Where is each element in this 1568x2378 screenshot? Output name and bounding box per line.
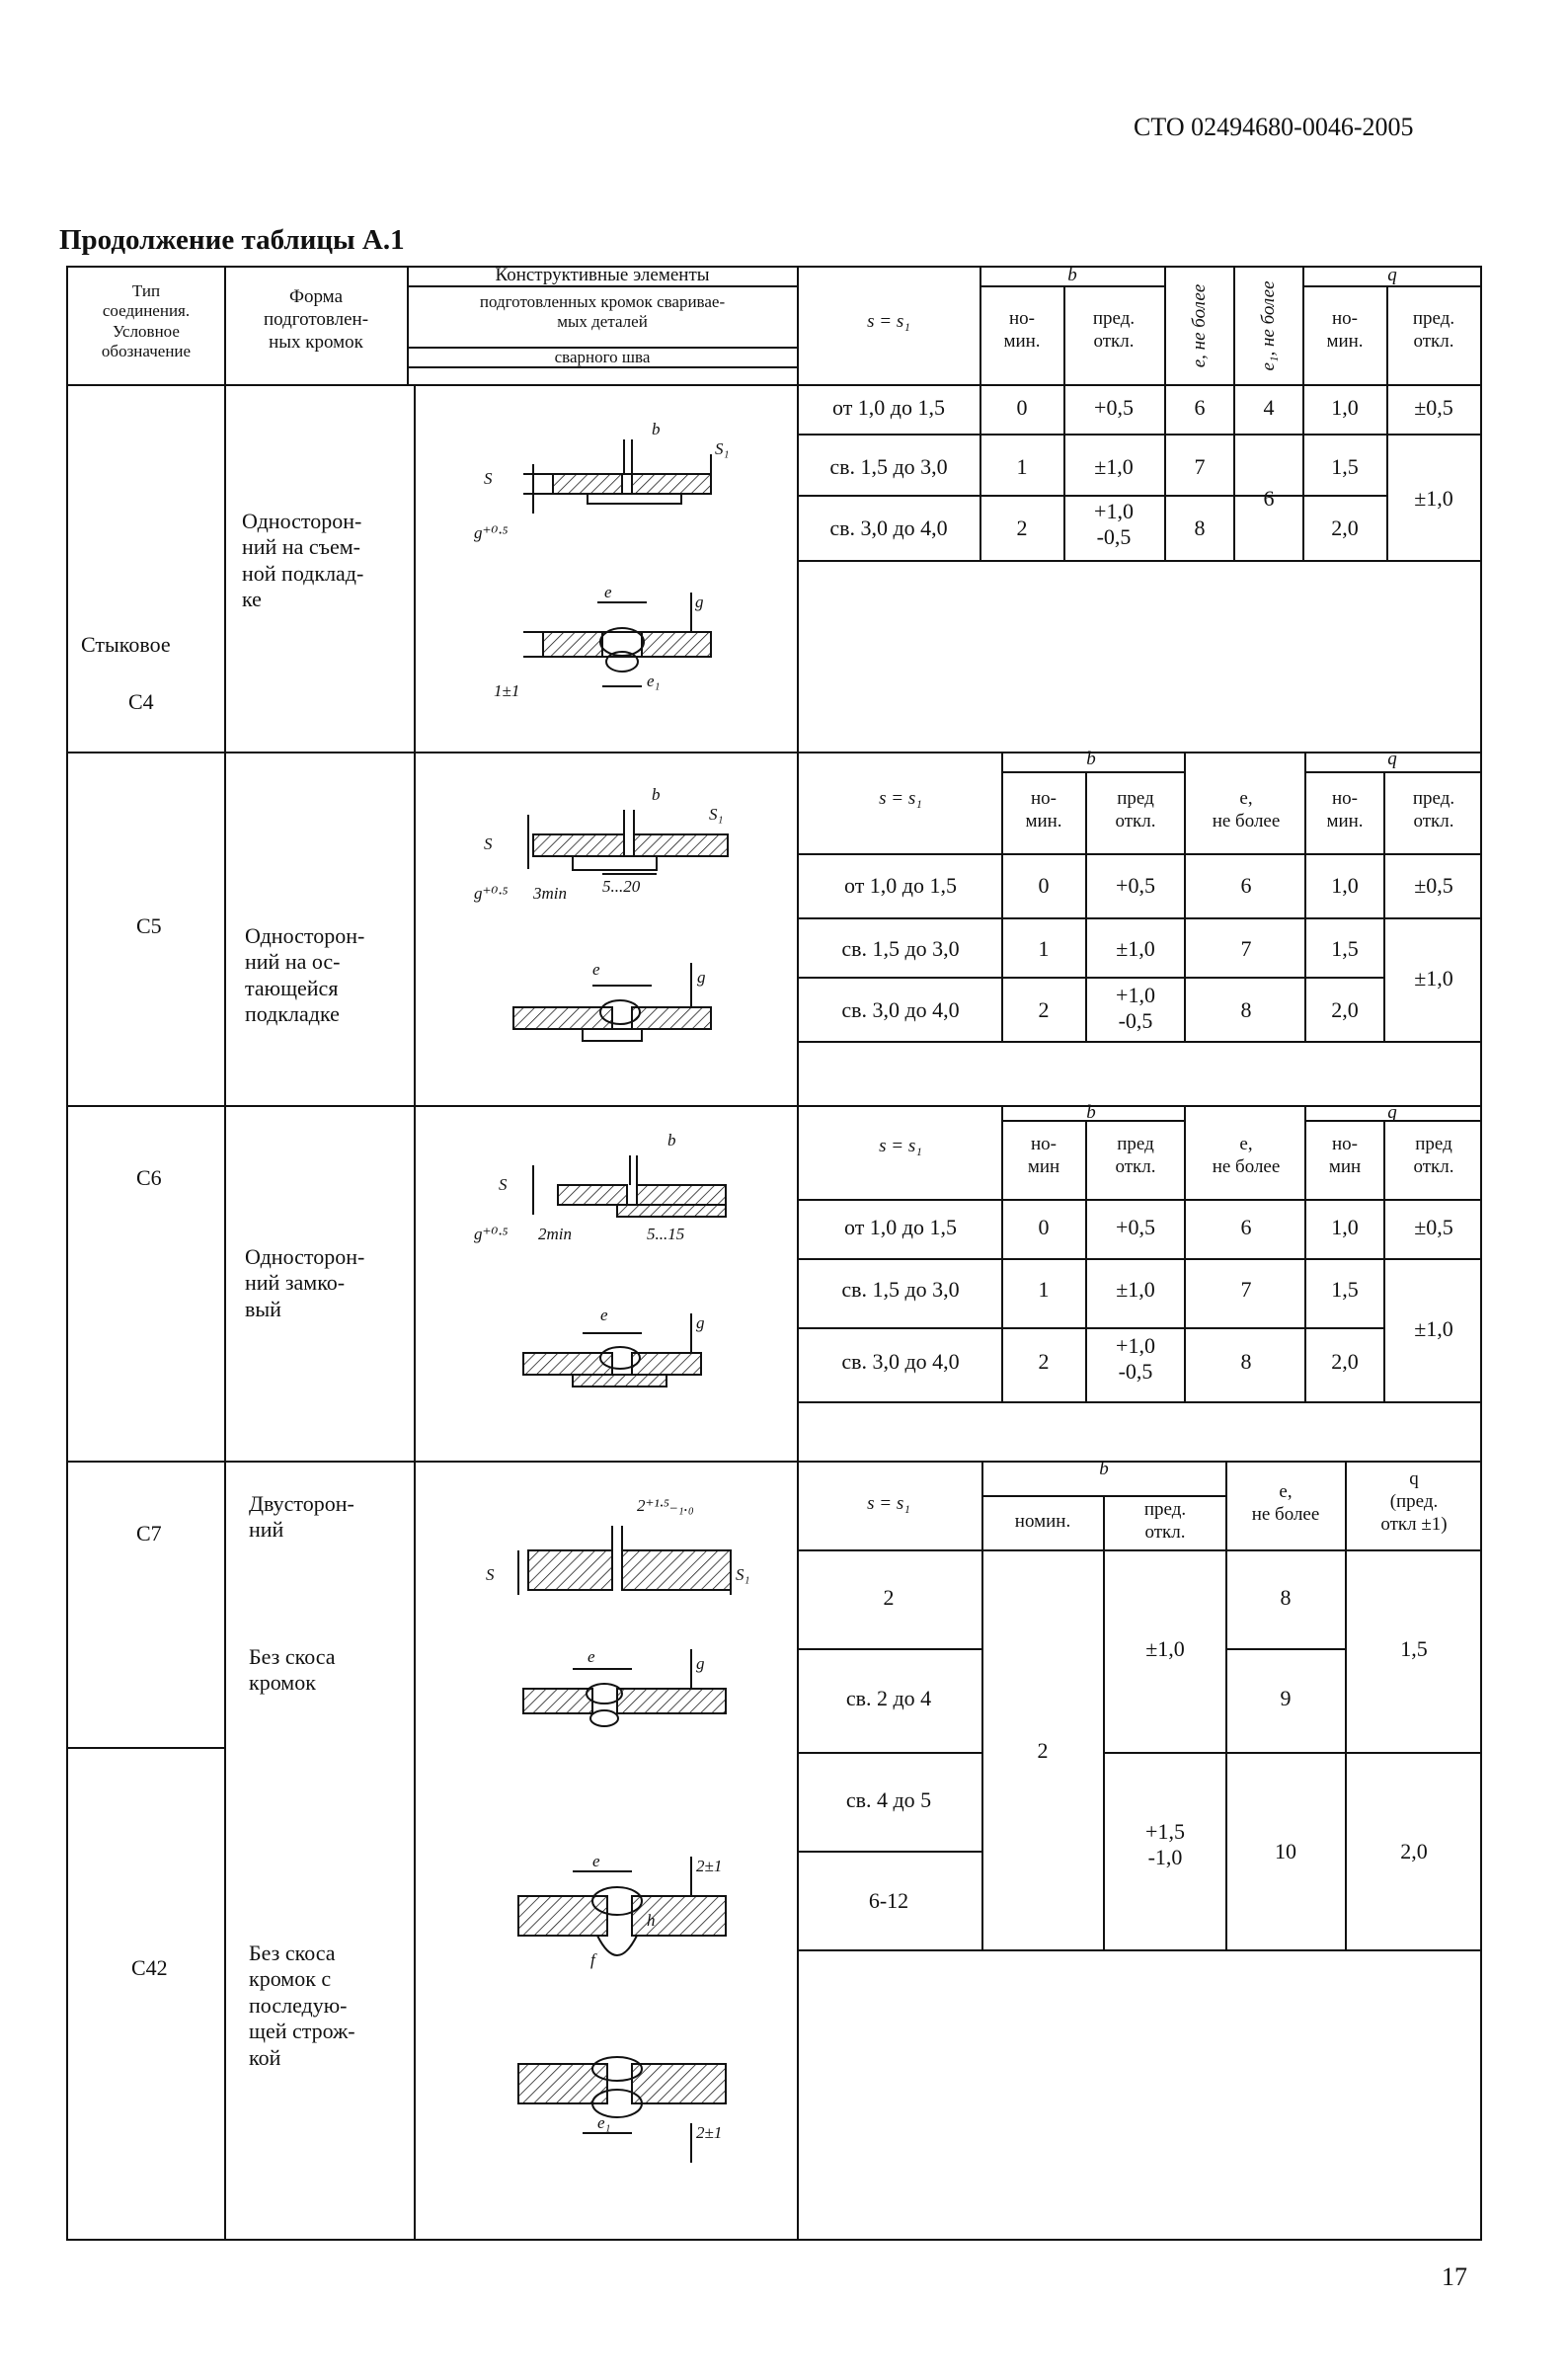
c4-row3-e: 8	[1194, 515, 1206, 540]
table-caption: Продолжение таблицы А.1	[59, 224, 405, 256]
header-e1: е₁, не более	[1258, 280, 1279, 371]
c7-e-2: 9	[1280, 1686, 1292, 1710]
c42-label-f: f	[590, 1950, 595, 1969]
c4-row1-e1: 4	[1263, 395, 1275, 420]
c6-label-b: b	[667, 1131, 676, 1149]
c4-q-tol-merged: ±1,0	[1414, 486, 1453, 511]
c6-row2-b-tol: ±1,0	[1116, 1277, 1155, 1302]
c4-row3-q-nom: 2,0	[1331, 515, 1359, 540]
c4-row2-b-tol: ±1,0	[1094, 454, 1134, 479]
c4-row2-e: 7	[1194, 454, 1206, 479]
c6-header-b: b	[1086, 1102, 1096, 1123]
c4-row2-s: св. 1,5 до 3,0	[829, 454, 948, 479]
c6-row2-s: св. 1,5 до 3,0	[841, 1277, 960, 1302]
c5-row3-e: 8	[1240, 997, 1252, 1022]
c42-label-h: h	[647, 1911, 656, 1930]
c6-label-twomin: 2min	[538, 1225, 572, 1243]
c6-row3-b-tol: +1,0 -0,5	[1116, 1333, 1155, 1385]
c5-row1-q-nom: 1,0	[1331, 873, 1359, 898]
c4-row2-b-nom: 1	[1016, 454, 1028, 479]
c5-row1-b-nom: 0	[1038, 873, 1050, 898]
drawing-c6	[523, 1155, 726, 1387]
c7-s-row4: 6-12	[868, 1888, 909, 1913]
c6-label-g: g	[696, 1313, 705, 1332]
c7-header-b-tol: пред. откл.	[1143, 1499, 1187, 1543]
c5-row3-b-nom: 2	[1038, 997, 1050, 1022]
c6-row1-b-nom: 0	[1038, 1215, 1050, 1239]
c6-row1-s: от 1,0 до 1,5	[843, 1215, 958, 1239]
header-b-tol: пред. откл.	[1092, 308, 1136, 352]
c7-label-g: g	[696, 1654, 705, 1673]
c5-row2-s: св. 1,5 до 3,0	[841, 936, 960, 961]
c5-row3-s: св. 3,0 до 4,0	[841, 997, 960, 1022]
document-code: СТО 02494680-0046-2005	[1134, 113, 1414, 141]
c4-row2-q-nom: 1,5	[1331, 454, 1359, 479]
c6-label-e: e	[600, 1306, 608, 1324]
header-elements-title: Конструктивные элементы	[495, 265, 710, 285]
header-elements-weld: сварного шва	[554, 348, 651, 366]
header-q-nom: но- мин.	[1326, 308, 1364, 352]
header-type: Тип соединения. Условное обозначение	[101, 281, 192, 361]
c6-header-s: s = s₁	[879, 1136, 922, 1156]
header-s: s = s₁	[867, 311, 910, 332]
c4-label-b: b	[652, 420, 661, 438]
c5-row3-q-nom: 2,0	[1331, 997, 1359, 1022]
c4-code: C4	[128, 689, 154, 714]
c5-row2-q-nom: 1,5	[1331, 936, 1359, 961]
c7-b-tol-2: +1,5 -1,0	[1145, 1819, 1185, 1870]
c4-row1-e: 6	[1194, 395, 1206, 420]
c5-row2-e: 7	[1240, 936, 1252, 961]
c5-label-b: b	[652, 785, 661, 804]
c7-q-2: 2,0	[1400, 1839, 1428, 1863]
c4-label-s1: S₁	[715, 439, 730, 458]
header-shape: Форма подготовлен- ных кромок	[263, 286, 369, 353]
c7-shape-b: Без скоса кромок	[249, 1644, 336, 1696]
c5-code: C5	[136, 913, 162, 938]
c6-label-s: S	[499, 1175, 508, 1194]
c7-header-b: b	[1099, 1459, 1109, 1479]
c5-header-q: q	[1387, 749, 1397, 769]
c7-header-s: s = s₁	[867, 1493, 910, 1514]
c5-label-g05: g⁺⁰·⁵	[474, 884, 509, 903]
header-q: q	[1387, 265, 1397, 285]
c7-header-b-nom: номин.	[1014, 1511, 1071, 1532]
c5-header-e: е, не более	[1212, 788, 1281, 832]
c7-b-nom: 2	[1037, 1738, 1049, 1763]
c7-label-e: e	[588, 1647, 595, 1666]
c7-header-e: е, не более	[1251, 1481, 1320, 1525]
c4-row1-s: от 1,0 до 1,5	[831, 395, 946, 420]
c42-label-e: e	[592, 1852, 600, 1870]
c5-header-q-nom: но- мин.	[1326, 788, 1364, 832]
c6-header-q-nom: но- мин	[1328, 1134, 1362, 1177]
c4-row1-b-tol: +0,5	[1094, 395, 1134, 420]
c6-row3-q-nom: 2,0	[1331, 1349, 1359, 1374]
c6-header-q: q	[1387, 1102, 1397, 1123]
c5-row1-b-tol: +0,5	[1116, 873, 1155, 898]
c5-header-b-nom: но- мин.	[1025, 788, 1062, 832]
c4-row3-b-tol: +1,0 -0,5	[1094, 499, 1134, 550]
c42-code: C42	[131, 1955, 168, 1980]
c7-label-gap: 2⁺¹·⁵₋₁.₀	[637, 1496, 694, 1515]
c5-row1-e: 6	[1240, 873, 1252, 898]
c6-header-e: е, не более	[1212, 1134, 1281, 1177]
c6-row2-b-nom: 1	[1038, 1277, 1050, 1302]
drawing-c5	[513, 810, 728, 1041]
c4-type: Стыковое	[81, 632, 171, 657]
header-b: b	[1067, 265, 1077, 285]
c4-shape: Односторон- ний на съем- ной подклад- ке	[242, 509, 364, 612]
c4-row1-q-nom: 1,0	[1331, 395, 1359, 420]
drawing-c4	[523, 439, 711, 686]
c6-q-tol-merged: ±1,0	[1414, 1316, 1453, 1341]
c6-header-q-tol: пред откл.	[1413, 1134, 1454, 1177]
c5-label-s1: S₁	[709, 805, 724, 824]
c6-row1-e: 6	[1240, 1215, 1252, 1239]
c5-row3-b-tol: +1,0 -0,5	[1116, 983, 1155, 1034]
c6-label-five-fifteen: 5...15	[647, 1225, 685, 1243]
c5-label-five-twenty: 5...20	[602, 877, 641, 896]
c6-shape: Односторон- ний замко- вый	[245, 1244, 365, 1321]
c42-label-two-one-b: 2±1	[696, 2123, 723, 2142]
c4-label-e: e	[604, 583, 612, 601]
c7-e-3: 10	[1275, 1839, 1296, 1863]
c6-code: C6	[136, 1165, 162, 1190]
c7-s-row2: св. 2 до 4	[845, 1686, 932, 1710]
c5-label-e: e	[592, 960, 600, 979]
c4-label-g05: g⁺⁰·⁵	[474, 523, 509, 542]
c6-row3-b-nom: 2	[1038, 1349, 1050, 1374]
c5-row1-s: от 1,0 до 1,5	[843, 873, 958, 898]
c5-label-s: S	[484, 834, 493, 853]
c5-header-s: s = s₁	[879, 788, 922, 809]
c6-label-g05: g⁺⁰·⁵	[474, 1225, 509, 1243]
c42-label-e1: e₁	[597, 2113, 611, 2132]
c5-row2-b-nom: 1	[1038, 936, 1050, 961]
c4-row1-q-tol: ±0,5	[1414, 395, 1453, 420]
c6-header-b-tol: пред откл.	[1115, 1134, 1156, 1177]
c6-row2-e: 7	[1240, 1277, 1252, 1302]
header-elements-prepared: подготовленных кромок сваривае- мых деталей	[479, 292, 726, 332]
c4-row1-b-nom: 0	[1016, 395, 1028, 420]
c4-label-oneone: 1±1	[494, 681, 520, 700]
c4-row3-s: св. 3,0 до 4,0	[829, 515, 948, 540]
c4-label-g: g	[695, 593, 704, 611]
c6-row2-q-nom: 1,5	[1331, 1277, 1359, 1302]
c42-label-two-one: 2±1	[696, 1857, 723, 1875]
c7-q-1: 1,5	[1400, 1636, 1428, 1661]
c6-row1-q-nom: 1,0	[1331, 1215, 1359, 1239]
c5-row2-b-tol: ±1,0	[1116, 936, 1155, 961]
c5-label-g: g	[697, 968, 706, 987]
c5-label-threemin: 3min	[533, 884, 567, 903]
c7-label-s1: S₁	[736, 1565, 750, 1584]
header-e: е, не более	[1189, 283, 1210, 368]
c7-header-q: q (пред. откл ±1)	[1380, 1468, 1448, 1535]
c4-label-e1: e₁	[647, 672, 661, 690]
page-number: 17	[1442, 2262, 1467, 2291]
c7-b-tol-1: ±1,0	[1145, 1636, 1185, 1661]
c7-e-1: 8	[1280, 1585, 1292, 1610]
c5-row1-q-tol: ±0,5	[1414, 873, 1453, 898]
c6-header-b-nom: но- мин	[1027, 1134, 1060, 1177]
c5-shape: Односторон- ний на ос- тающейся подкладке	[245, 923, 365, 1027]
c4-label-s: S	[484, 469, 493, 488]
header-q-tol: пред. откл.	[1412, 308, 1455, 352]
c5-header-b: b	[1086, 749, 1096, 769]
c4-row3-b-nom: 2	[1016, 515, 1028, 540]
c6-row1-b-tol: +0,5	[1116, 1215, 1155, 1239]
c7-s-row3: св. 4 до 5	[845, 1787, 932, 1812]
c5-q-tol-merged: ±1,0	[1414, 966, 1453, 991]
drawing-c7-c42	[518, 1526, 731, 2163]
c5-header-b-tol: пред откл.	[1115, 788, 1156, 832]
c7-label-s: S	[486, 1565, 495, 1584]
c7-shape-a: Двусторон- ний	[249, 1491, 354, 1543]
c7-code: C7	[136, 1521, 162, 1546]
c6-row3-s: св. 3,0 до 4,0	[841, 1349, 960, 1374]
c7-s-row1: 2	[883, 1585, 895, 1610]
c6-row3-e: 8	[1240, 1349, 1252, 1374]
c4-e1-merged: 6	[1263, 486, 1275, 511]
header-b-nom: но- мин.	[1003, 308, 1041, 352]
c6-row1-q-tol: ±0,5	[1414, 1215, 1453, 1239]
c5-header-q-tol: пред. откл.	[1412, 788, 1455, 832]
c42-shape: Без скоса кромок с последую- щей строж- кой	[249, 1941, 355, 2070]
